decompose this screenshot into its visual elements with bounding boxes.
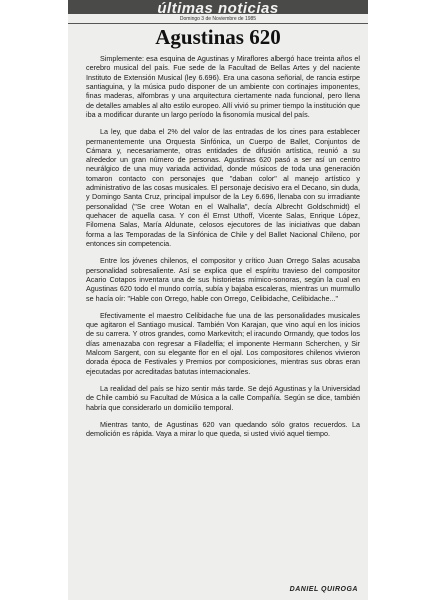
masthead-banner [68, 0, 368, 14]
author-byline: DANIEL QUIROGA [289, 586, 358, 593]
dateline: Domingo 3 de Noviembre de 1985 [179, 16, 257, 22]
newspaper-clipping [68, 0, 368, 600]
divider [68, 23, 368, 24]
article-title: Agustinas 620 [155, 25, 281, 49]
article-body [86, 54, 360, 447]
paragraph: Efectivamente el maestro Celibidache fue una de las personalidades musicales que agitaron el Santiago musical. También Von Karajan, que vino aquí en los inicios de su carrera. Y otros grandes, como Markevitch; el iracundo Ormandy, que todos los días amenazaba con regresar a Filadelfia; el imponente Hermann Scherchen, y Sir Malcom Sargent, con su elegante flor en el ojal. Los compositores chilenos vivieron dorada época de Festivales y Premios por composiciones, mientras sus obras eran ejecutadas por acreditadas batutas internacionales. [86, 310, 360, 376]
newspaper-name: últimas noticias [157, 0, 279, 14]
paragraph: Entre los jóvenes chilenos, el compositor y crítico Juan Orrego Salas acusaba personalidad sobresaliente. Así se explica que el espíritu travieso del compositor Acario Cotapos inventara una de sus historietas mímico-sonoras, según la cual en Agustinas 620 todo el mundo corría, subía y bajaba escaleras, mientras un murmullo se hacía oír: "Hable con Orrego, hable con Orrego, Celibidache, Celibidache..." [86, 256, 360, 303]
paragraph: Simplemente: esa esquina de Agustinas y Miraflores albergó hace treinta años el cerebro musical del país. Fue sede de la Facultad de Bellas Artes y del naciente Instituto de Extensión Musical (ley 6.696). Era una casona señorial, de rancia estirpe santiaguina, y la música pudo disponer de un ambiente con cortinajes imponentes, finas maderas, alfombras y una arquitectura ciertamente nada funcional, pero llena de detalles amables al alto estilo europeo. Allí vivió su primer tiempo la institución que iba a modificar durante un largo período la fisonomía musical del país. [86, 54, 360, 119]
paragraph: La realidad del país se hizo sentir más tarde. Se dejó Agustinas y la Universidad de Chile cambió su Facultad de Música a la calle Compañía. Según se dice, también habría que considerarlo un domicilio temporal. [86, 384, 360, 412]
paragraph: Mientras tanto, de Agustinas 620 van quedando sólo gratos recuerdos. La demolición es rápida. Vaya a mirar lo que queda, si usted vivió aquel tiempo. [86, 419, 360, 439]
paragraph: La ley, que daba el 2% del valor de las entradas de los cines para establecer permanentemente una Orquesta Sinfónica, un Cuerpo de Ballet, Conjuntos de Cámara y, necesariamente, otras entidades de difusión artística, reunió a su alrededor un gran número de personas. Agustinas 620 pasó a ser así un centro neurálgico de una muy variada actividad, donde músicos de toda una generación tomaron contacto con personajes que "daban color" al manejo artístico y administrativo de las cosas musicales. El personaje decisivo era el Decano, sin duda, y Domingo Santa Cruz, principal impulsor de la Ley 6.696, llenaba con su irrradiante personalidad ("Se cree Wotan en el Walhalla", decía Albrecht Goldschmidt) el quehacer de aquella casa. Y con él Ernst Uthoff, Vicente Salas, Enrique López, Filomena Salas, María Aldunate, celosos ejecutores de las iniciativas que daban forma a las Temporadas de la Sinfónica de Chile y del Ballet Nacional Chileno, por entonces sin competencia. [86, 127, 360, 248]
